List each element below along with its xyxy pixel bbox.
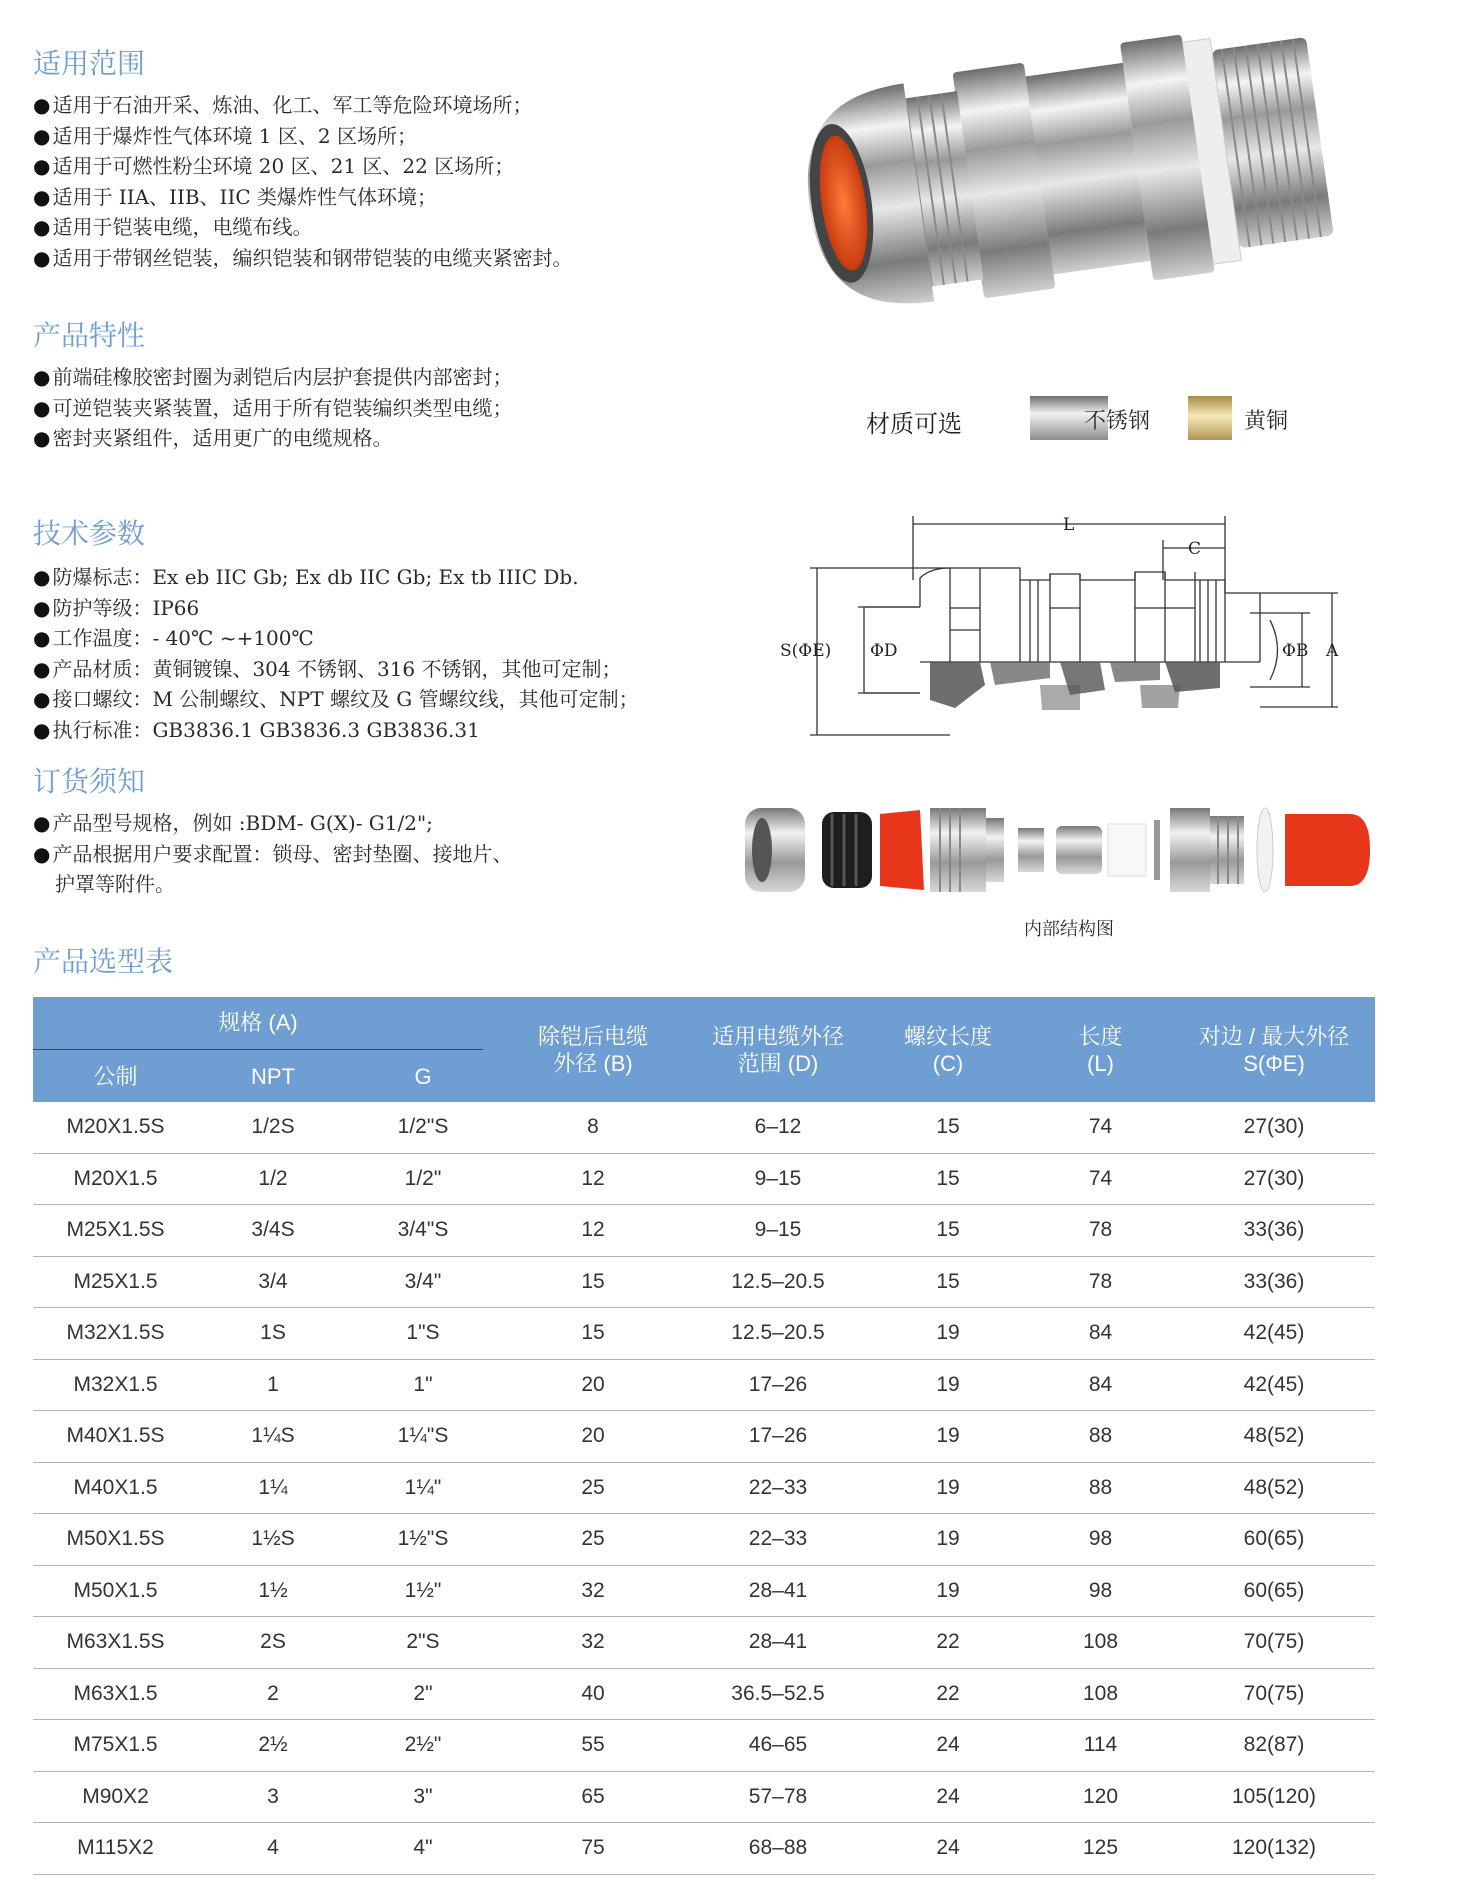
table-cell: 48(52) [1173,1462,1375,1514]
dim-A: A [1326,641,1339,661]
header-line: 范围 (D) [737,1050,819,1076]
table-cell: 1½ [198,1565,348,1617]
table-cell: M25X1.5 [33,1256,198,1308]
table-cell: M32X1.5 [33,1359,198,1411]
table-cell: 36.5–52.5 [688,1668,868,1720]
list-item: ● 可逆铠装夹紧装置，适用于所有铠装编织类型电缆； [33,393,512,424]
table-cell: 17–26 [688,1359,868,1411]
table-cell: 22–33 [688,1462,868,1514]
table-cell: 70(75) [1173,1668,1375,1720]
table-cell: M32X1.5S [33,1308,198,1360]
table-cell: 1" [348,1359,498,1411]
table-row [33,1308,1375,1360]
spec-group-label: 规格 (A) [33,997,483,1050]
list-item: ● 产品根据用户要求配置：锁母、密封垫圈、接地片、 [33,839,512,870]
table-cell: M25X1.5S [33,1205,198,1257]
table-row [33,1720,1375,1772]
table-cell: 84 [1028,1359,1173,1411]
list-item: ● 前端硅橡胶密封圈为剥铠后内层护套提供内部密封； [33,362,512,393]
table-cell: 48(52) [1173,1411,1375,1463]
table-cell: 17–26 [688,1411,868,1463]
table-cell: 1¼S [198,1411,348,1463]
dim-D: ΦD [870,641,898,661]
list-item: ● 适用于 IIA、IIB、IIC 类爆炸性气体环境； [33,182,572,213]
table-cell: 19 [868,1462,1028,1514]
table-cell: 24 [868,1771,1028,1823]
list-item: ● 适用于带钢丝铠装，编织铠装和钢带铠装的电缆夹紧密封。 [33,243,572,274]
table-cell: 78 [1028,1256,1173,1308]
section-title-scope: 适用范围 [33,47,146,80]
table-cell: 1½S [198,1514,348,1566]
table-cell: 15 [498,1308,688,1360]
table-cell: 32 [498,1617,688,1669]
selection-table [33,997,1375,1875]
table-cell: 46–65 [688,1720,868,1772]
table-cell: 20 [498,1359,688,1411]
header-line: (C) [932,1050,964,1076]
table-cell: 75 [498,1823,688,1875]
table-cell: M75X1.5 [33,1720,198,1772]
table-cell: M90X2 [33,1771,198,1823]
table-cell: 3/4S [198,1205,348,1257]
table-cell: 27(30) [1173,1102,1375,1153]
table-cell: M63X1.5 [33,1668,198,1720]
table-cell: M50X1.5S [33,1514,198,1566]
table-cell: M40X1.5S [33,1411,198,1463]
list-item: ● 接口螺纹：M 公制螺纹、NPT 螺纹及 G 管螺纹线，其他可定制； [33,684,639,715]
table-cell: 19 [868,1411,1028,1463]
table-cell: 33(36) [1173,1205,1375,1257]
table-cell: 114 [1028,1720,1173,1772]
table-row [33,1565,1375,1617]
table-cell: 60(65) [1173,1565,1375,1617]
features-list [33,362,512,454]
header-npt: NPT [198,1050,348,1102]
table-body [33,1102,1375,1874]
exploded-components [740,800,1380,900]
table-cell: 32 [498,1565,688,1617]
table-row [33,1771,1375,1823]
dim-SE: S(ΦE) [780,641,832,661]
table-cell: 1/2 [198,1153,348,1205]
table-cell: 120(132) [1173,1823,1375,1875]
header-line: 对边 / 最大外径 [1198,1023,1350,1049]
header-cable-od [498,997,688,1102]
order-list [33,808,512,900]
table-cell: 120 [1028,1771,1173,1823]
table-cell: 3/4" [348,1256,498,1308]
material-option-brass: 黄铜 [1244,409,1289,434]
dim-C: C [1188,539,1202,559]
table-cell: 15 [868,1205,1028,1257]
header-line: (L) [1087,1050,1114,1076]
table-cell: 84 [1028,1308,1173,1360]
table-cell: 1/2S [198,1102,348,1153]
table-cell: 1"S [348,1308,498,1360]
table-row [33,1514,1375,1566]
table-row [33,1205,1375,1257]
table-cell: 24 [868,1823,1028,1875]
header-length [1028,997,1173,1102]
list-item: ● 执行标准：GB3836.1 GB3836.3 GB3836.31 [33,715,639,746]
table-row [33,1617,1375,1669]
list-item: ● 产品型号规格，例如 :BDM- G(X)- G1/2"; [33,808,512,839]
technical-drawing [780,510,1340,745]
table-cell: M50X1.5 [33,1565,198,1617]
table-cell: 4 [198,1823,348,1875]
header-g: G [348,1050,498,1102]
product-photo [790,30,1370,350]
table-cell: 4" [348,1823,498,1875]
table-row [33,1462,1375,1514]
table-cell: 2 [198,1668,348,1720]
header-metric: 公制 [33,1050,198,1102]
table-cell: 70(75) [1173,1617,1375,1669]
table-cell: 28–41 [688,1617,868,1669]
table-cell: 20 [498,1411,688,1463]
header-line: 除铠后电缆 [537,1023,648,1049]
header-spec-group [33,997,498,1050]
list-item: ● 防爆标志：Ex eb IIC Gb; Ex db IIC Gb; Ex tb IIIC Db. [33,562,639,593]
section-title-selection: 产品选型表 [33,945,174,978]
table-row [33,1668,1375,1720]
table-row [33,1102,1375,1153]
internal-structure-caption: 内部结构图 [1024,919,1114,940]
table-cell: 68–88 [688,1823,868,1875]
table-cell: 55 [498,1720,688,1772]
table-cell: 1S [198,1308,348,1360]
table-cell: 27(30) [1173,1153,1375,1205]
table-cell: 33(36) [1173,1256,1375,1308]
table-cell: 105(120) [1173,1771,1375,1823]
table-cell: 78 [1028,1205,1173,1257]
table-cell: 12 [498,1205,688,1257]
table-cell: 1/2"S [348,1102,498,1153]
table-cell: M40X1.5 [33,1462,198,1514]
table-cell: 15 [498,1256,688,1308]
table-cell: 9–15 [688,1153,868,1205]
table-row [33,1153,1375,1205]
header-thread-length [868,997,1028,1102]
table-cell: 6–12 [688,1102,868,1153]
table-cell: 108 [1028,1617,1173,1669]
table-cell: 125 [1028,1823,1173,1875]
table-cell: 2" [348,1668,498,1720]
list-item: ● 防护等级：IP66 [33,593,639,624]
table-cell: 22–33 [688,1514,868,1566]
table-cell: 1¼ [198,1462,348,1514]
dim-B: ΦB [1282,641,1309,661]
brass-swatch [1188,396,1234,442]
table-cell: 108 [1028,1668,1173,1720]
section-title-tech: 技术参数 [33,517,146,550]
table-cell: M20X1.5S [33,1102,198,1153]
list-item-continuation: 护罩等附件。 [55,872,175,896]
table-cell: 15 [868,1256,1028,1308]
table-cell: 12.5–20.5 [688,1256,868,1308]
header-line: 长度 [1078,1023,1123,1049]
table-cell: 2"S [348,1617,498,1669]
tech-list [33,562,639,745]
table-cell: 2½" [348,1720,498,1772]
table-cell: 98 [1028,1565,1173,1617]
table-cell: 25 [498,1462,688,1514]
table-cell: M63X1.5S [33,1617,198,1669]
table-cell: 60(65) [1173,1514,1375,1566]
table-cell: 28–41 [688,1565,868,1617]
header-line: 螺纹长度 [903,1023,992,1049]
table-cell: M20X1.5 [33,1153,198,1205]
table-cell: 65 [498,1771,688,1823]
header-across-flats [1173,997,1375,1102]
table-cell: 88 [1028,1462,1173,1514]
table-cell: 88 [1028,1411,1173,1463]
table-cell: 1½"S [348,1514,498,1566]
table-cell: 12.5–20.5 [688,1308,868,1360]
table-cell: 15 [868,1153,1028,1205]
list-item: ● 产品材质：黄铜镀镍、304 不锈钢、316 不锈钢，其他可定制； [33,654,639,685]
table-cell: 1¼"S [348,1411,498,1463]
table-cell: 98 [1028,1514,1173,1566]
table-cell: 1¼" [348,1462,498,1514]
table-cell: 3/4"S [348,1205,498,1257]
table-cell: 19 [868,1308,1028,1360]
table-cell: 2S [198,1617,348,1669]
table-row [33,1359,1375,1411]
table-cell: 15 [868,1102,1028,1153]
list-item: ● 密封夹紧组件，适用更广的电缆规格。 [33,423,512,454]
table-cell: 22 [868,1617,1028,1669]
table-cell: 8 [498,1102,688,1153]
list-item: ● 适用于铠装电缆，电缆布线。 [33,212,572,243]
table-cell: 40 [498,1668,688,1720]
table-row [33,1823,1375,1875]
header-line: 外径 (B) [553,1050,633,1076]
table-cell: 22 [868,1668,1028,1720]
table-cell: 82(87) [1173,1720,1375,1772]
list-item: ● 适用于可燃性粉尘环境 20 区、21 区、22 区场所； [33,151,572,182]
header-line: 适用电缆外径 [711,1023,844,1049]
table-cell: 57–78 [688,1771,868,1823]
table-cell: 19 [868,1359,1028,1411]
list-item: ● 适用于石油开采、炼油、化工、军工等危险环境场所； [33,90,572,121]
list-item: ● 适用于爆炸性气体环境 1 区、2 区场所； [33,121,572,152]
section-title-features: 产品特性 [33,319,146,352]
list-item: ● 工作温度：- 40℃ ~+100℃ [33,623,639,654]
material-label: 材质可选 [866,410,962,438]
table-cell: 1/2" [348,1153,498,1205]
table-row [33,1411,1375,1463]
table-cell: M115X2 [33,1823,198,1875]
table-cell: 74 [1028,1153,1173,1205]
header-cable-range [688,997,868,1102]
table-cell: 9–15 [688,1205,868,1257]
table-cell: 24 [868,1720,1028,1772]
table-cell: 3" [348,1771,498,1823]
table-cell: 2½ [198,1720,348,1772]
table-cell: 25 [498,1514,688,1566]
table-cell: 42(45) [1173,1308,1375,1360]
section-title-order: 订货须知 [33,765,146,798]
scope-list [33,90,572,273]
table-cell: 12 [498,1153,688,1205]
table-row [33,1256,1375,1308]
table-cell: 19 [868,1565,1028,1617]
table-cell: 74 [1028,1102,1173,1153]
table-cell: 1 [198,1359,348,1411]
table-cell: 19 [868,1514,1028,1566]
table-cell: 42(45) [1173,1359,1375,1411]
table-cell: 3 [198,1771,348,1823]
table-cell: 3/4 [198,1256,348,1308]
header-line: S(ΦE) [1243,1050,1305,1076]
material-option-stainless: 不锈钢 [1084,409,1151,434]
dim-L: L [1063,515,1075,535]
table-cell: 1½" [348,1565,498,1617]
